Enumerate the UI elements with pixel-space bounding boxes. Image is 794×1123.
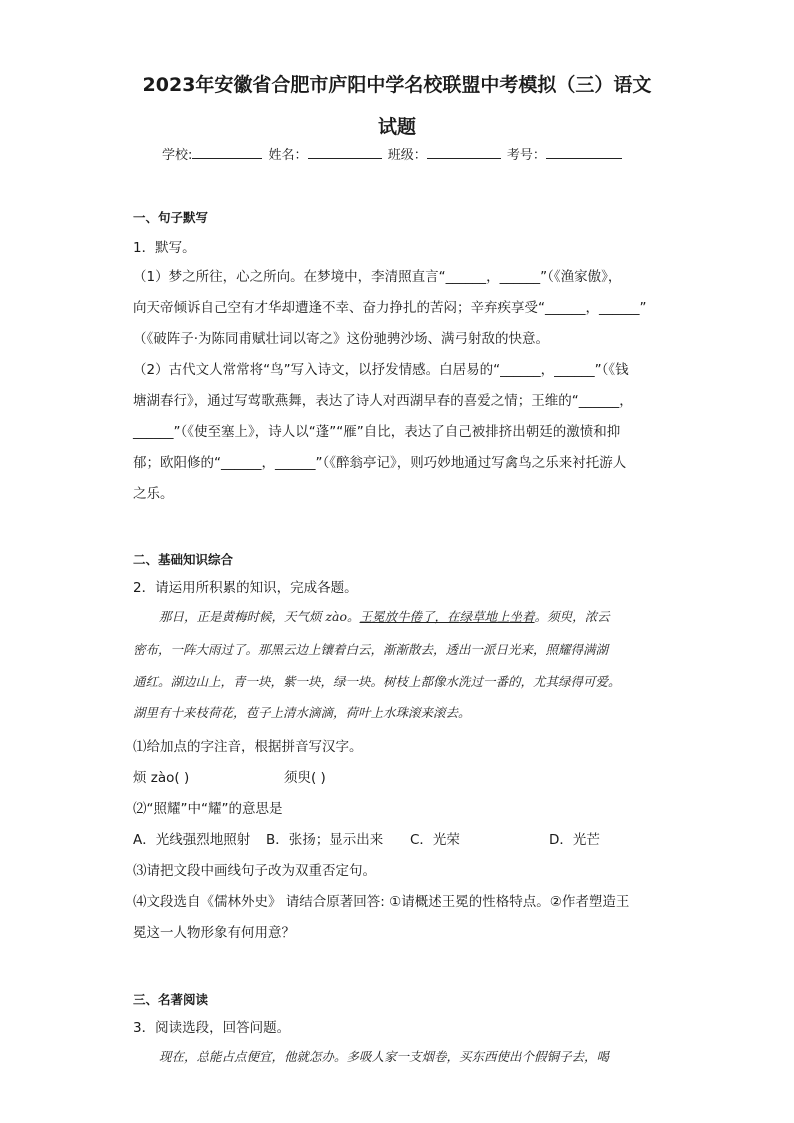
- q1-line: （1）梦之所往，心之所向。在梦境中，李清照直言“______，______”（《渔家傲》，: [133, 269, 622, 285]
- name-label: 姓名：: [268, 148, 308, 163]
- sub-question-3: ⑶请把文段中画线句子改为双重否定句。: [133, 863, 376, 879]
- school-label: 学校:: [162, 148, 193, 163]
- page-title-continued: 试题: [377, 116, 416, 138]
- class-field[interactable]: [427, 146, 501, 159]
- sub-question-2: ⑵“照耀”中“耀”的意思是: [133, 801, 283, 817]
- school-field[interactable]: [192, 146, 262, 159]
- sub-question-4: ⑷文段选自《儒林外史》 请结合原著回答: ①请概述王冕的性格特点。②作者塑造王: [133, 894, 630, 910]
- q1-line: 之乐。: [133, 486, 174, 502]
- q1-line: 郁；欧阳修的“______，______”（《醉翁亭记》，则巧妙地通过写禽鸟之乐来衬托游人: [133, 455, 627, 471]
- pinyin-item: 烦 zào( ): [133, 770, 190, 786]
- q1-line: 向天帝倾诉自己空有才华却遭逢不幸、奋力挣扎的苦闷；辛弃疾享受“______，______”: [133, 300, 647, 316]
- underlined-sentence: 王冕放牛倦了，在绿草地上坐着: [359, 609, 535, 624]
- exam-number-label: 考号：: [506, 148, 546, 163]
- exam-number-field[interactable]: [546, 146, 622, 159]
- student-info-row: [162, 144, 624, 163]
- sub-question-1: ⑴给加点的字注音，根据拼音写汉字。: [133, 739, 363, 755]
- passage-text: 那日，正是黄梅时候，天气烦 zào。: [159, 609, 360, 624]
- q1-line: ______”（《使至塞上》，诗人以“蓬”“雁”自比，表达了自己被排挤出朝廷的激愤和抑: [133, 424, 621, 440]
- question-3-label: 3．阅读选段，回答问题。: [133, 1020, 291, 1036]
- question-2-label: 2．请运用所积累的知识，完成各题。: [133, 580, 358, 596]
- q1-line: （2）古代文人常常将“鸟”写入诗文，以抒发情感。白居易的“______，______”（《钱: [133, 362, 629, 378]
- passage-line: [159, 607, 610, 625]
- sub-question-4-continued: 冕这一人物形象有何用意？: [133, 925, 295, 941]
- section-heading-basics: 二、基础知识综合: [133, 552, 234, 567]
- q1-line: （《破阵子·为陈同甫赋壮词以寄之》这份驰骋沙场、满弓射敌的快意。: [133, 331, 550, 347]
- passage-text: 。须臾，浓云: [534, 609, 610, 624]
- pinyin-item: 须臾( ): [284, 770, 326, 786]
- section-heading-classics: 三、名著阅读: [133, 992, 209, 1007]
- page-title: 2023年安徽省合肥市庐阳中学名校联盟中考模拟（三）语文: [142, 74, 652, 96]
- passage-line: 通红。湖边山上，青一块，紫一块，绿一块。树枝上都像水洗过一番的，尤其绿得可爱。: [133, 674, 621, 689]
- question-1-label: 1．默写。: [133, 240, 196, 256]
- option-d[interactable]: D．光芒: [549, 832, 600, 848]
- name-field[interactable]: [308, 146, 382, 159]
- section-heading-recitation: 一、句子默写: [133, 210, 209, 225]
- passage-line: 现在，总能占点便宜，他就怎办。多吸人家一支烟卷，买东西使出个假铜子去，喝: [159, 1049, 610, 1064]
- option-a[interactable]: A．光线强烈地照射: [133, 832, 251, 848]
- option-b[interactable]: B．张扬；显示出来: [266, 832, 384, 848]
- class-label: 班级：: [387, 148, 427, 163]
- q1-line: 塘湖春行》，通过写莺歌燕舞，表达了诗人对西湖早春的喜爱之情；王维的“______，: [133, 393, 633, 409]
- option-c[interactable]: C．光荣: [410, 832, 460, 848]
- passage-line: 密布，一阵大雨过了。那黑云边上镶着白云，渐渐散去，透出一派日光来，照耀得满湖: [133, 642, 609, 657]
- passage-line: 湖里有十来枝荷花，苞子上清水滴滴，荷叶上水珠滚来滚去。: [133, 705, 471, 720]
